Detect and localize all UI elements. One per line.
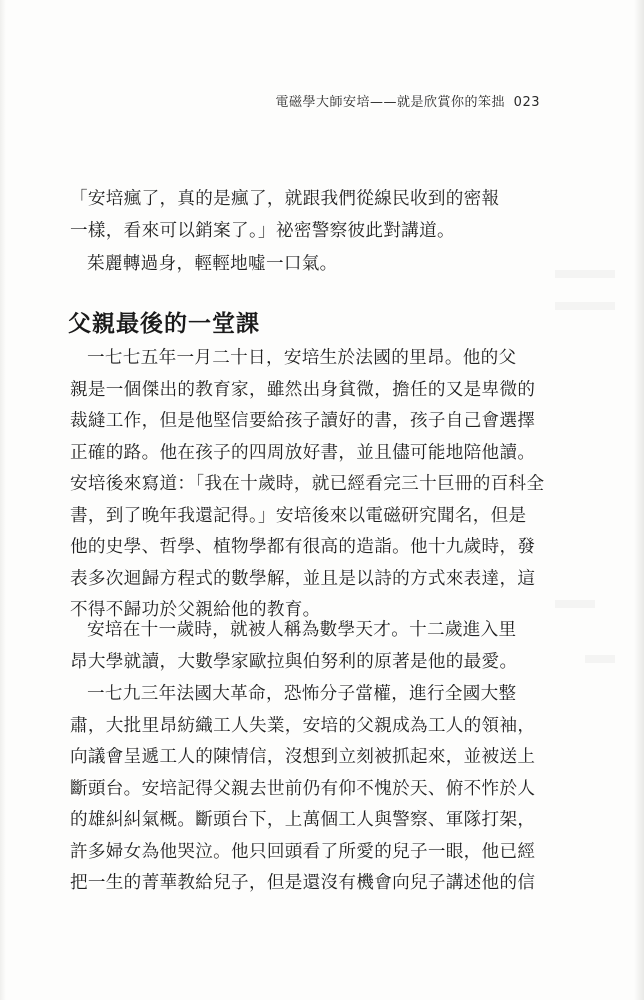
section-title: 父親最後的一堂課 [68, 311, 260, 337]
page-edge-right [634, 0, 644, 1000]
text-line: 許多婦女為他哭泣。他只回頭看了所愛的兒子一眼，他已經 [70, 841, 536, 862]
text-line: 正確的路。他在孩子的四周放好書，並且儘可能地陪他讀。 [70, 442, 536, 463]
paragraph [70, 615, 560, 678]
text-line: 的雄糾糾氣概。斷頭台下，上萬個工人與警察、軍隊打架， [70, 810, 536, 830]
show-through-mark [555, 600, 595, 608]
text-line: 不得不歸功於父親給他的教育。 [70, 600, 321, 620]
text-line: 把一生的菁華教給兒子，但是還沒有機會向兒子講述他的信 [70, 873, 536, 893]
page-number: 023 [513, 95, 540, 110]
running-header [276, 91, 540, 110]
text-line: 斷頭台。安培記得父親去世前仍有仰不愧於天、俯不怍於人 [70, 778, 536, 799]
show-through-mark [555, 270, 615, 278]
text-line: 「安培瘋了，真的是瘋了，就跟我們從線民收到的密報 [70, 189, 500, 209]
text-line: 書，到了晚年我還記得。」安培後來以電磁研究聞名，但是 [70, 505, 527, 526]
show-through-mark [585, 655, 615, 663]
text-line: 昂大學就讀，大數學家歐拉與伯努利的原著是他的最愛。 [70, 651, 518, 672]
paragraph [70, 184, 560, 247]
text-line: 一七七五年一月二十日，安培生於法國的里昂。他的父 [87, 348, 517, 368]
text-line: 向議會呈遞工人的陳情信，沒想到立刻被抓起來，並被送上 [70, 747, 536, 767]
paragraph [70, 679, 560, 900]
text-line: 親是一個傑出的教育家，雖然出身貧微，擔任的又是卑微的 [70, 379, 536, 400]
show-through-mark [555, 302, 615, 310]
text-line: 他的史學、哲學、植物學都有很高的造詣。他十九歲時，發 [70, 537, 536, 557]
text-line: 安培後來寫道：「我在十歲時，就已經看完三十巨冊的百科全 [70, 474, 545, 494]
paragraph [70, 343, 560, 627]
running-header-title: 電磁學大師安培——就是欣賞你的笨拙 [275, 95, 506, 110]
text-line: 一七九三年法國大革命，恐怖分子當權，進行全國大整 [87, 684, 517, 704]
text-line: 裁縫工作，但是他堅信要給孩子讀好的書，孩子自己會選擇 [70, 411, 536, 431]
text-line: 茱麗轉過身，輕輕地噓一口氣。 [87, 254, 338, 274]
page-edge-left [0, 0, 6, 1000]
paragraph [70, 249, 560, 281]
text-line: 安培在十一歲時，就被人稱為數學天才。十二歲進入里 [87, 620, 517, 640]
text-line: 表多次迴歸方程式的數學解，並且是以詩的方式來表達，這 [70, 568, 536, 589]
text-line: 肅，大批里昂紡織工人失業，安培的父親成為工人的領袖， [70, 715, 536, 736]
text-line: 一樣，看來可以銷案了。」祕密警察彼此對講道。 [70, 220, 455, 241]
